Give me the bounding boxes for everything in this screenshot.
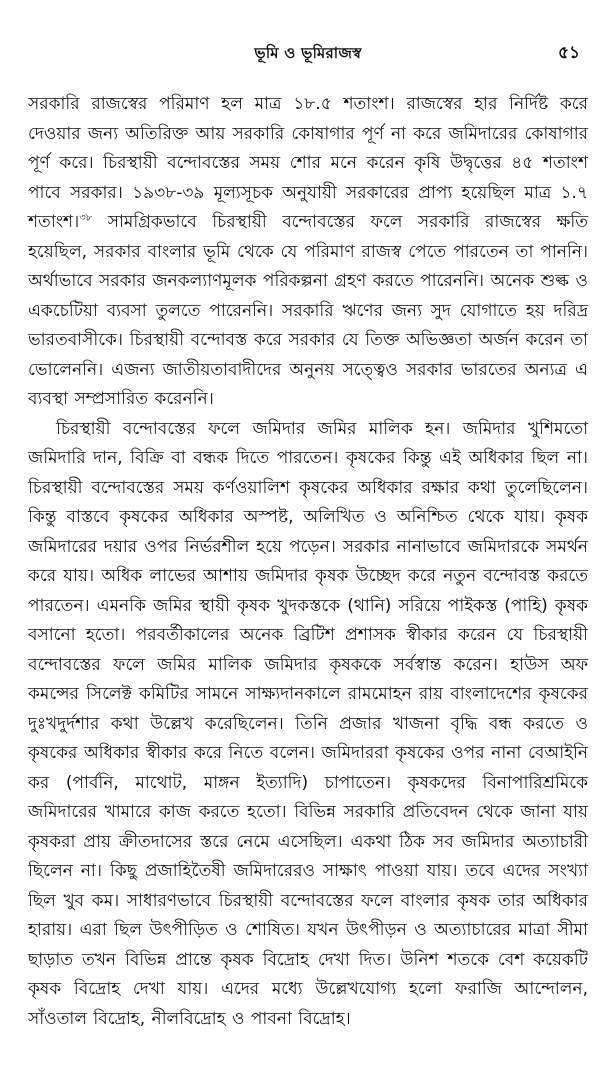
paragraph-1-text-after-note: সামগ্রিকভাবে চিরস্থায়ী বন্দোবস্তের ফলে সরকারি রাজস্বের ক্ষতি হয়েছিল, সরকার বাংলার ভূমি থেকে যে পরিমাণ রাজস্ব পেতে পারতেন তা পাননি। অর্থাভাবে সরকার জনকল্যাণমূলক পরিকল্পনা গ্রহণ করতে পারেননি। অনেক শুল্ক ও একচেটিয়া ব্যবসা তুলতে পারেননি। সরকারি ঋণের জন্য সুদ যোগাতে হয় দরিদ্র ভারতবাসীকে। চিরস্থায়ী বন্দোবস্ত করে সরকার যে তিক্ত অভিজ্ঞতা অর্জন করেন তা ভোলেননি। এজন্য জাতীয়তাবাদীদের অনুনয় সত্ত্বেও সরকার ভারতের অন্যত্র এ ব্যবস্থা সম্প্রসারিত করেননি।: [28, 212, 588, 409]
footnote-reference: ৩৮: [79, 212, 93, 224]
body-text: [28, 90, 588, 1034]
running-header: [28, 10, 588, 63]
paragraph-1: [28, 90, 588, 415]
book-page: [28, 10, 588, 1055]
paragraph-1-text-before-note: সরকারি রাজস্বের পরিমাণ হল মাত্র ১৮.৫ শতাংশ। রাজস্বের হার নির্দিষ্ট করে দেওয়ার জন্য অতিরিক্ত আয় সরকারি কোষাগার পূর্ণ না করে জমিদারের কোষাগার পূর্ণ করে। চিরস্থায়ী বন্দোবস্তের সময় শোর মনে করেন কৃষি উদ্বৃত্তের ৪৫ শতাংশ পাবে সরকার। ১৯৩৮-৩৯ মূল্যসূচক অনুযায়ী সরকারের প্রাপ্য হয়েছিল মাত্র ১.৭ শতাংশ।: [28, 94, 588, 232]
paragraph-2: চিরস্থায়ী বন্দোবস্তের ফলে জমিদার জমির মালিক হন। জমিদার খুশিমতো জমিদারি দান, বিক্রি বা বন্ধক দিতে পারতেন। কৃষকের কিন্তু এই অধিকার ছিল না। চিরস্থায়ী বন্দোবস্তের সময় কর্ণওয়ালিশ কৃষকের অধিকার রক্ষার কথা তুলেছিলেন। কিন্তু বাস্তবে কৃষকের অধিকার অস্পষ্ট, অলিখিত ও অনিশ্চিত থেকে যায়। কৃষক জমিদারের দয়ার ওপর নির্ভরশীল হয়ে পড়েন। সরকার নানাভাবে জমিদারকে সমর্থন করে যায়। অধিক লাভের আশায় জমিদার কৃষক উচ্ছেদ করে নতুন বন্দোবস্ত করতে পারতেন। এমনকি জমির স্থায়ী কৃষক খুদকস্তকে (থানি) সরিয়ে পাইকস্ত (পাহি) কৃষক বসানো হতো। পরবর্তীকালের অনেক ব্রিটিশ প্রশাসক স্বীকার করেন যে চিরস্থায়ী বন্দোবস্তের ফলে জমির মালিক জমিদার কৃষককে সর্বস্বান্ত করেন। হাউস অফ কমন্সের সিলেক্ট কমিটির সামনে সাক্ষ্যদানকালে রামমোহন রায় বাংলাদেশের কৃষকের দুঃখদুর্দশার কথা উল্লেখ করেছিলেন। তিনি প্রজার খাজনা বৃদ্ধি বন্ধ করতে ও কৃষকের অধিকার স্বীকার করে নিতে বলেন। জমিদাররা কৃষকের ওপর নানা বেআইনি কর (পার্বনি, মাথোট, মাঙ্গন ইত্যাদি) চাপাতেন। কৃষকদের বিনাপারিশ্রমিকে জমিদারের খামারে কাজ করতে হতো। বিভিন্ন সরকারি প্রতিবেদন থেকে জানা যায় কৃষকরা প্রায় ক্রীতদাসের স্তরে নেমে এসেছিল। একথা ঠিক সব জমিদার অত্যাচারী ছিলেন না। কিছু প্রজাহিতৈষী জমিদারেরও সাক্ষাৎ পাওয়া যায়। তবে এদের সংখ্যা ছিল খুব কম। সাধারণভাবে চিরস্থায়ী বন্দোবস্তের ফলে বাংলার কৃষক তার অধিকার হারায়। এরা ছিল উৎপীড়িত ও শোষিত। যখন উৎপীড়ন ও অত্যাচারের মাত্রা সীমা ছাড়াত তখন বিভিন্ন প্রান্তে কৃষক বিদ্রোহ দেখা দিত। উনিশ শতকে বেশ কয়েকটি কৃষক বিদ্রোহ দেখা যায়। এদের মধ্যে উল্লেখযোগ্য হলো ফরাজি আন্দোলন, সাঁওতাল বিদ্রোহ, নীলবিদ্রোহ ও পাবনা বিদ্রোহ।: [28, 418, 588, 1029]
running-title: ভূমি ও ভূমিরাজস্ব: [254, 44, 362, 62]
page-number: ৫১: [557, 43, 580, 63]
